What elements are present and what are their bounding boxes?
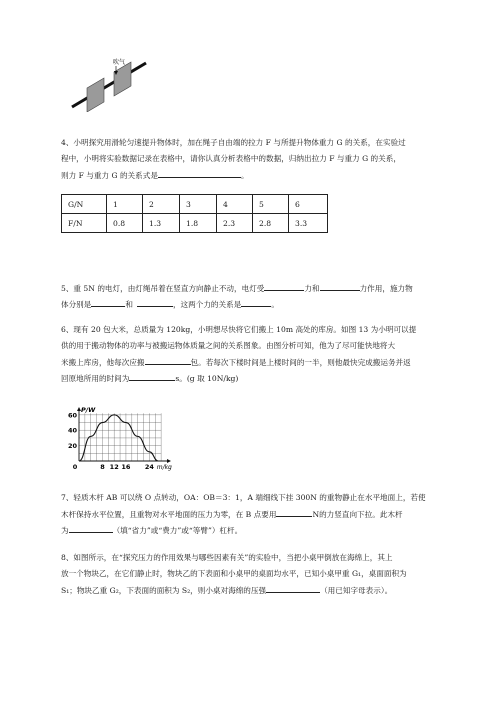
table-cell: 2.3: [217, 214, 253, 233]
q8-line1: 8、如图所示，在“探究压力的作用效果与哪些因素有关”的实验中，当把小桌甲倒放在海绵上，其上: [61, 553, 393, 562]
table-cell: 2: [143, 195, 180, 214]
table-cell: G/N: [62, 195, 107, 214]
q4-answer-blank[interactable]: [158, 168, 241, 178]
q6-line3: 米搬上库房，他每次应搬 包。若每次下楼时间是上楼时间的一半，则他最快完成搬运务并返: [61, 355, 411, 369]
q7-line1: 7、轻质木杆 AB 可以绕 O 点转动，OA：OB＝3：1，A 端细线下挂 300N 的重物静止在水平地面上，若使: [61, 493, 426, 502]
table-cell: 3.3: [289, 214, 328, 233]
data-table: [61, 194, 328, 233]
q5-blank-4[interactable]: [137, 297, 173, 307]
x-axis-label: m/kg: [156, 464, 172, 471]
table-row: [62, 214, 328, 233]
q7-blank-1[interactable]: [276, 507, 312, 517]
blow-label: 吹气: [113, 59, 126, 66]
q8-line2: 放一个物块乙，在它们静止时，物块乙的下表面和小桌甲的桌面均水平，已知小桌甲重 G₁，桌面面积为: [61, 569, 407, 578]
table-cell: F/N: [62, 214, 107, 233]
x-tick-label: 0: [72, 463, 78, 471]
y-tick-label: 20: [67, 442, 77, 451]
q5-line1: 5、重 5N 的电灯，由灯绳吊着在竖直方向静止不动，电灯受 力和 力作用，施力物: [61, 281, 413, 295]
y-axis-label: P/W: [81, 406, 96, 414]
x-tick-label: 24: [144, 463, 154, 471]
x-tick-label: 12: [109, 463, 119, 471]
q6-blank-1[interactable]: [145, 355, 191, 365]
power-mass-chart: [66, 403, 181, 475]
q4-line1: 4、小明探究用滑轮匀速提升物体时，加在绳子自由端的拉力 F 与所提升物体重力 G 的关系，在实验过: [61, 138, 406, 147]
q4-line3: 则力 F 与重力 G 的关系式是 。: [61, 168, 249, 182]
y-tick-label: 40: [67, 426, 77, 435]
q6-line1: 6、现有 20 包大米，总质量为 120kg，小明想尽快将它们搬上 10m 高处的库房。如图 13 为小明可以提: [61, 325, 417, 334]
table-cell: 4: [217, 195, 253, 214]
q5-blank-3[interactable]: [91, 297, 125, 307]
x-tick-label: 16: [121, 463, 131, 471]
table-cell: 1.8: [180, 214, 217, 233]
x-axis-arrow: [167, 459, 171, 463]
q6-line4: 回原地所用的时间为 s。(g 取 10N/kg): [61, 371, 238, 385]
q8-line3: S₁；物块乙重 G₂，下表面的面积为 S₂，则小桌对海绵的压强 （用已知字母表示）。: [61, 583, 392, 597]
q8-blank-1[interactable]: [266, 583, 320, 593]
q5-blank-1[interactable]: [264, 281, 304, 291]
blowing-figure: [70, 52, 160, 112]
table-row: [62, 195, 328, 214]
table-cell: 5: [253, 195, 289, 214]
table-cell: 1.3: [143, 214, 180, 233]
table-cell: 3: [180, 195, 217, 214]
y-tick-label: 60: [67, 411, 77, 420]
q7-line3: 为 （填“省力”或“费力”或“等臂”）杠杆。: [61, 523, 242, 537]
q5-blank-5[interactable]: [241, 297, 271, 307]
x-tick-label: 8: [100, 463, 105, 471]
q5-line2: 体分别是 和 ，这两个力的关系是 。: [61, 297, 279, 311]
table-cell: 1: [107, 195, 143, 214]
q7-blank-2[interactable]: [69, 523, 113, 533]
table-cell: 2.8: [253, 214, 289, 233]
q5-blank-2[interactable]: [320, 281, 360, 291]
table-cell: 0.8: [107, 214, 143, 233]
q6-blank-2[interactable]: [129, 371, 175, 381]
q4-line2: 程中，小明将实验数据记录在表格中，请你认真分析表格中的数据，归纳出拉力 F 与重力 G 的关系，: [61, 154, 401, 163]
table-cell: 6: [289, 195, 328, 214]
q7-line2: 木杆保持水平位置，且重物对水平地面的压力为零，在 B 点要用 N的力竖直向下拉。此木杆: [61, 507, 403, 521]
q6-line2: 供的用于搬动物体的功率与被搬运物体质量之间的关系图象。由图分析可知，他为了尽可能快地将大: [61, 341, 396, 350]
